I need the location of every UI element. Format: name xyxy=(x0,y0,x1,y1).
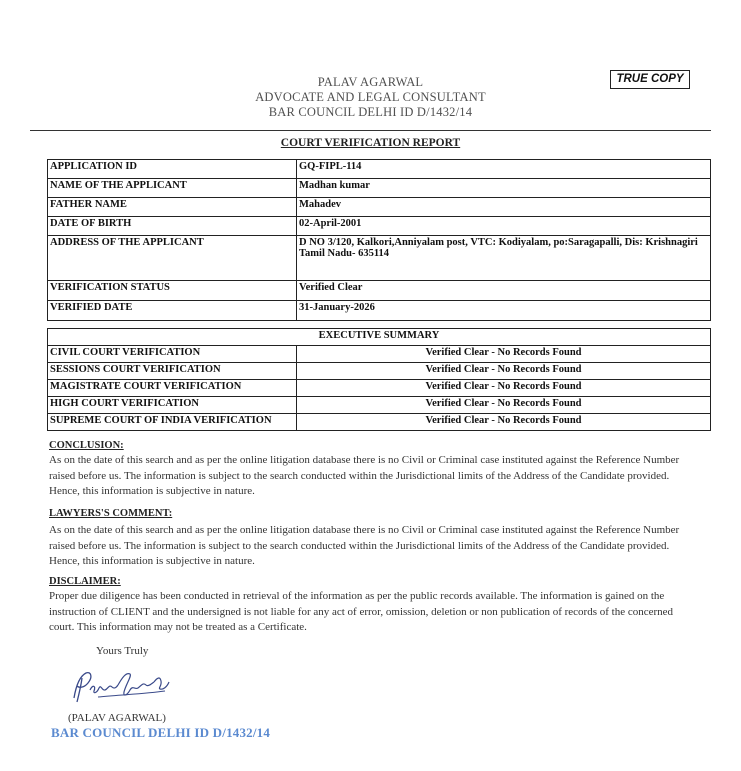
father-name-value: Mahadev xyxy=(297,198,711,217)
civil-court-result: Verified Clear - No Records Found xyxy=(297,346,711,363)
row-label: CIVIL COURT VERIFICATION xyxy=(48,346,297,363)
verification-status-value: Verified Clear xyxy=(297,281,711,301)
signatory-bar-id: BAR COUNCIL DELHI ID D/1432/14 xyxy=(51,725,271,740)
executive-summary-table xyxy=(47,328,711,431)
verified-date-value: 31-January-2026 xyxy=(297,301,711,321)
report-title: COURT VERIFICATION REPORT xyxy=(280,137,461,149)
lawyers-comment-heading: LAWYERS'S COMMENT: xyxy=(49,508,173,519)
table-row xyxy=(48,414,711,431)
sessions-court-result: Verified Clear - No Records Found xyxy=(297,363,711,380)
letterhead-bar-id: BAR COUNCIL DELHI ID D/1432/14 xyxy=(268,105,473,119)
dob-value: 02-April-2001 xyxy=(297,217,711,236)
table-row xyxy=(48,198,711,217)
header-divider xyxy=(30,130,711,131)
signatory-name: (PALAV AGARWAL) xyxy=(68,712,166,724)
supreme-court-result: Verified Clear - No Records Found xyxy=(297,414,711,431)
handwritten-signature xyxy=(68,664,178,712)
table-row xyxy=(48,179,711,198)
row-label: APPLICATION ID xyxy=(48,160,297,179)
row-label: VERIFIED DATE xyxy=(48,301,297,321)
applicant-name-value: Madhan kumar xyxy=(297,179,711,198)
letterhead-name: PALAV AGARWAL xyxy=(317,75,424,89)
application-id-value: GQ-FIPL-114 xyxy=(297,160,711,179)
address-value: D NO 3/120, Kalkori,Anniyalam post, VTC: Kodiyalam, po:Saragapalli, Dis: Krishnagiri Tamil Nadu- 635114 xyxy=(297,236,711,281)
table-row xyxy=(48,160,711,179)
table-row xyxy=(48,346,711,363)
row-label: FATHER NAME xyxy=(48,198,297,217)
row-label: ADDRESS OF THE APPLICANT xyxy=(48,236,297,281)
letterhead-role: ADVOCATE AND LEGAL CONSULTANT xyxy=(255,90,486,104)
row-label: VERIFICATION STATUS xyxy=(48,281,297,301)
executive-summary-title: EXECUTIVE SUMMARY xyxy=(48,329,711,346)
lawyers-comment-text: As on the date of this search and as per the online litigation database there is no Civil or Criminal case instituted against the Reference Number raised before us. The information is subject to the search conducted within the Jurisdictional limits of the Address of the Candidate provided. Hence, this information is subjective in nature. xyxy=(49,524,680,567)
conclusion-text: As on the date of this search and as per the online litigation database there is no Civil or Criminal case instituted against the Reference Number raised before us. The information is subject to the search conducted within the Jurisdictional limits of the Address of the Candidate provided. Hence, this information is subjective in nature. xyxy=(49,454,680,497)
yours-truly: Yours Truly xyxy=(96,645,149,657)
row-label: SESSIONS COURT VERIFICATION xyxy=(48,363,297,380)
row-label: DATE OF BIRTH xyxy=(48,217,297,236)
table-header-row xyxy=(48,329,711,346)
magistrate-court-result: Verified Clear - No Records Found xyxy=(297,380,711,397)
disclaimer-heading: DISCLAIMER: xyxy=(49,576,121,587)
row-label: SUPREME COURT OF INDIA VERIFICATION xyxy=(48,414,297,431)
conclusion-heading: CONCLUSION: xyxy=(49,440,124,451)
table-row xyxy=(48,380,711,397)
row-label: HIGH COURT VERIFICATION xyxy=(48,397,297,414)
row-label: MAGISTRATE COURT VERIFICATION xyxy=(48,380,297,397)
high-court-result: Verified Clear - No Records Found xyxy=(297,397,711,414)
disclaimer-text: Proper due diligence has been conducted in retrieval of the information as per the public records available. The information is gained on the instruction of CLIENT and the undersigned is not liable for any act of error, omission, deletion or non publication of records of the concerned court. This information may not be treated as a Certificate. xyxy=(49,590,674,633)
table-row xyxy=(48,217,711,236)
table-row xyxy=(48,236,711,281)
row-label: NAME OF THE APPLICANT xyxy=(48,179,297,198)
table-row xyxy=(48,397,711,414)
true-copy-stamp: TRUE COPY xyxy=(610,70,690,89)
applicant-details-table xyxy=(47,159,711,321)
table-row xyxy=(48,281,711,301)
table-row xyxy=(48,301,711,321)
table-row xyxy=(48,363,711,380)
